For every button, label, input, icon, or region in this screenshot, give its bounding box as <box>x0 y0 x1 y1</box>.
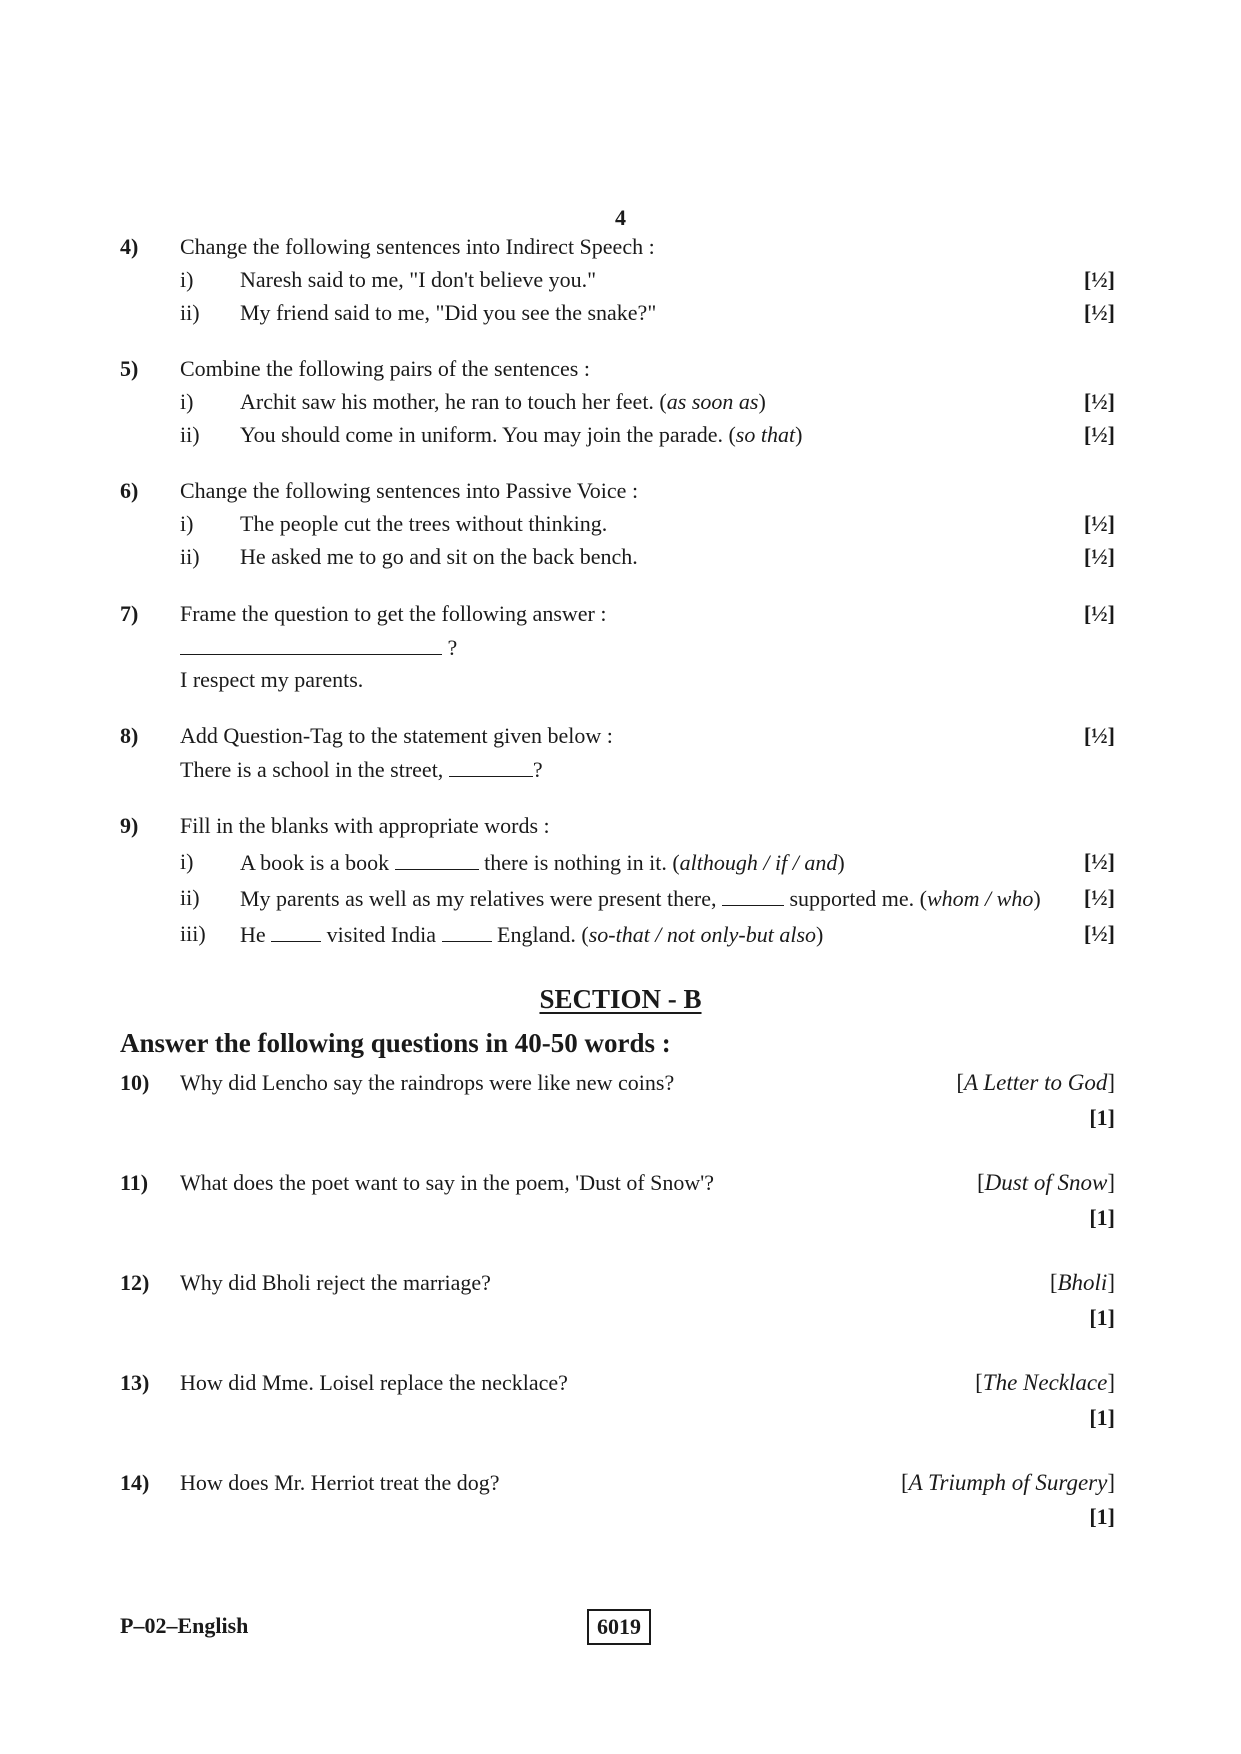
q5-i-roman: i) <box>180 389 194 414</box>
q10-number: 10) <box>120 1070 150 1095</box>
q5-stem: Combine the following pairs of the sentences : <box>180 356 590 381</box>
q9-iii-close: ) <box>816 922 824 947</box>
q9-ii-a: My parents as well as my relatives were present there, <box>240 886 717 911</box>
q12-ref-title: Bholi <box>1057 1270 1108 1295</box>
page-number: 4 <box>615 205 626 230</box>
q13-reference: [The Necklace] <box>975 1370 1115 1395</box>
q9-i-close: ) <box>837 850 845 875</box>
q8-marks: [½] <box>1083 723 1115 748</box>
footer-booklet-code: 6019 <box>587 1609 651 1645</box>
q9-i-roman: i) <box>180 849 194 874</box>
q4-ii-roman: ii) <box>180 300 200 325</box>
q11-text: What does the poet want to say in the poem, 'Dust of Snow'? <box>180 1170 714 1195</box>
q6-number: 6) <box>120 478 139 503</box>
q4-stem: Change the following sentences into Indirect Speech : <box>180 234 655 259</box>
q4-ii-marks: [½] <box>1083 300 1115 325</box>
q8-statement: There is a school in the street, <box>180 757 444 782</box>
q8-statement-end: ? <box>532 757 543 782</box>
q9-ii-blank <box>722 887 784 906</box>
q13-ref-title: The Necklace <box>982 1370 1108 1395</box>
q14-text: How does Mr. Herriot treat the dog? <box>180 1470 500 1495</box>
q9-iii-b: visited India <box>326 922 437 947</box>
q11-ref-title: Dust of Snow <box>984 1170 1108 1195</box>
q7-stem: Frame the question to get the following answer : <box>180 601 607 626</box>
q6-stem: Change the following sentences into Passive Voice : <box>180 478 639 503</box>
q10-ref-title: A Letter to God <box>964 1070 1108 1095</box>
q14-marks: [1] <box>1089 1504 1115 1529</box>
q5-ii-close: ) <box>795 422 803 447</box>
q13-marks: [1] <box>1089 1405 1115 1430</box>
section-b-heading: SECTION - B <box>539 984 702 1014</box>
q7-marks: [½] <box>1083 601 1115 626</box>
q9-i-hint: although / if / and <box>679 850 838 875</box>
q4-i-roman: i) <box>180 267 194 292</box>
q9-i-b: there is nothing in it. ( <box>484 850 680 875</box>
q9-i-a: A book is a book <box>240 850 390 875</box>
q9-iii-hint: so-that / not only-but also <box>588 922 817 947</box>
q4-ii-text: My friend said to me, "Did you see the snake?" <box>240 300 657 325</box>
q8-stem: Add Question-Tag to the statement given below : <box>180 723 613 748</box>
q8-statement-line <box>180 758 543 781</box>
q4-number: 4) <box>120 234 139 259</box>
q9-iii-blank-1 <box>271 923 321 942</box>
q7-answer: I respect my parents. <box>180 667 364 692</box>
q6-ii-roman: ii) <box>180 544 200 569</box>
q11-marks: [1] <box>1089 1205 1115 1230</box>
q5-ii-hint: so that <box>735 422 796 447</box>
q6-i-roman: i) <box>180 511 194 536</box>
q9-ii-roman: ii) <box>180 885 200 910</box>
q7-blank-line <box>180 636 457 659</box>
q9-stem: Fill in the blanks with appropriate words : <box>180 813 550 838</box>
q9-number: 9) <box>120 813 139 838</box>
q11-reference: [Dust of Snow] <box>976 1170 1115 1195</box>
q7-blank-suffix: ? <box>447 635 458 660</box>
section-b-instruction: Answer the following questions in 40-50 words : <box>120 1028 671 1058</box>
q5-i-close: ) <box>758 389 766 414</box>
q12-number: 12) <box>120 1270 150 1295</box>
q5-i-hint: as soon as <box>666 389 759 414</box>
q9-iii-c: England. ( <box>497 922 589 947</box>
q13-text: How did Mme. Loisel replace the necklace? <box>180 1370 568 1395</box>
footer-paper-code: P–02–English <box>120 1613 249 1638</box>
q6-i-text: The people cut the trees without thinking. <box>240 511 608 536</box>
q6-i-marks: [½] <box>1083 511 1115 536</box>
q8-number: 8) <box>120 723 139 748</box>
q10-reference: [A Letter to God] <box>956 1070 1115 1095</box>
q9-i-line <box>240 851 845 874</box>
q9-i-blank <box>395 851 479 870</box>
q5-ii-text: You should come in uniform. You may join the parade. ( <box>240 422 736 447</box>
q4-i-text: Naresh said to me, "I don't believe you." <box>240 267 597 292</box>
q9-iii-line <box>240 923 823 946</box>
q12-reference: [Bholi] <box>1049 1270 1115 1295</box>
q5-ii-line <box>240 424 802 446</box>
q12-marks: [1] <box>1089 1305 1115 1330</box>
q10-marks: [1] <box>1089 1105 1115 1130</box>
q9-iii-a: He <box>240 922 266 947</box>
q4-i-marks: [½] <box>1083 267 1115 292</box>
q9-iii-roman: iii) <box>180 921 206 946</box>
q9-ii-marks: [½] <box>1083 885 1115 910</box>
q9-ii-line <box>240 887 1041 910</box>
q9-ii-close: ) <box>1033 886 1041 911</box>
q9-iii-marks: [½] <box>1083 921 1115 946</box>
q5-i-line <box>240 391 766 413</box>
q5-ii-marks: [½] <box>1083 422 1115 447</box>
q8-blank <box>449 758 533 777</box>
q5-i-marks: [½] <box>1083 389 1115 414</box>
q5-i-text: Archit saw his mother, he ran to touch her feet. ( <box>240 389 667 414</box>
q5-ii-roman: ii) <box>180 422 200 447</box>
q14-number: 14) <box>120 1470 150 1495</box>
q12-text: Why did Bholi reject the marriage? <box>180 1270 491 1295</box>
q5-number: 5) <box>120 356 139 381</box>
q7-blank <box>180 636 442 655</box>
q7-number: 7) <box>120 601 139 626</box>
q9-i-marks: [½] <box>1083 849 1115 874</box>
q13-number: 13) <box>120 1370 150 1395</box>
q6-ii-marks: [½] <box>1083 544 1115 569</box>
q6-ii-text: He asked me to go and sit on the back bench. <box>240 544 638 569</box>
q10-text: Why did Lencho say the raindrops were like new coins? <box>180 1070 675 1095</box>
q9-ii-b: supported me. ( <box>789 886 927 911</box>
q11-number: 11) <box>120 1170 149 1195</box>
q9-ii-hint: whom / who <box>926 886 1034 911</box>
q14-reference: [A Triumph of Surgery] <box>900 1470 1115 1495</box>
q9-iii-blank-2 <box>442 923 492 942</box>
q14-ref-title: A Triumph of Surgery <box>908 1470 1108 1495</box>
